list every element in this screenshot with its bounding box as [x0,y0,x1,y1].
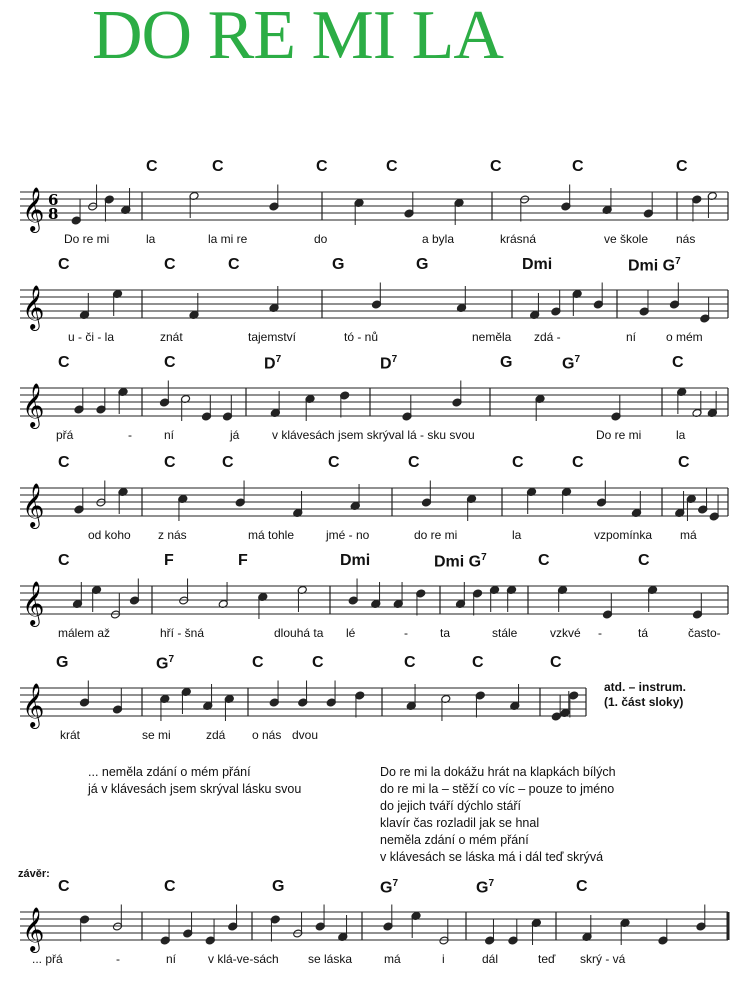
treble-clef-icon: 𝄞 [22,907,45,951]
chord-symbol: C [164,454,176,471]
lyric-syllable: má [384,952,401,966]
lyric-syllable: do [314,232,328,246]
chord-symbol: C [408,454,420,471]
staff [16,258,732,338]
lyric-syllable: krát [60,728,81,742]
lyric-syllable: Do re mi [64,232,110,246]
staff [16,880,732,960]
chord-symbol: C [164,256,176,273]
chord-symbol: C [316,158,328,175]
verse-right [380,764,616,866]
treble-clef-icon: 𝄞 [22,383,45,427]
lyric-syllable: dlouhá ta [274,626,324,640]
lyric-syllable: dál [482,952,499,966]
chord-symbol: C [252,654,264,671]
lyric-syllable: ní [164,428,175,442]
chord-symbol: C [146,158,158,175]
chord-symbol: C [576,878,588,895]
instrumental-note-line1: atd. – instrum. [604,680,687,694]
lyric-syllable: z nás [158,528,187,542]
lyric-syllable: v klá-ve-sách [208,952,279,966]
chord-symbol: C [678,454,690,471]
lyric-syllable: u - či - la [68,330,115,344]
chord-symbol: C [58,256,70,273]
lyric-syllable: vzkvé [550,626,581,640]
chord-symbol: C [404,654,416,671]
lyric-syllable: má [680,528,697,542]
lyric-syllable: málem až [58,626,111,640]
chord-symbol: F [164,552,174,569]
chord-symbol: G [416,256,429,273]
chord-symbol: C [312,654,324,671]
lyric-syllable: o nás [252,728,282,742]
time-signature-bottom: 8 [48,205,59,223]
chord-symbol: $G^7$ [156,654,175,673]
chord-symbol: C [212,158,224,175]
verse-line: klavír čas rozladil jak se hnal [380,816,540,830]
lyric-syllable: zdá [206,728,226,742]
chord-symbol: C [222,454,234,471]
chord-symbol: $G^7$ [380,878,399,897]
chord-symbol: C [538,552,550,569]
instrumental-note [604,680,686,710]
chord-symbol: G [500,354,513,371]
verse-line: Do re mi la dokážu hrát na klapkách bílých [380,765,616,779]
treble-clef-icon: 𝄞 [22,285,45,329]
lyric-syllable: ní [166,952,177,966]
verse-line: v klávesách se láska má i dál teď skrývá [380,850,604,864]
lyric-syllable: o mém [666,330,703,344]
lyric-syllable: tajemství [248,330,297,344]
verse-line: do jejich tváří dýchlo stáří [380,799,522,813]
chord-symbol: C [58,354,70,371]
chord-symbol: C [490,158,502,175]
lyric-syllable: la [676,428,686,442]
lyric-syllable: - [598,626,602,640]
chord-symbol: C [512,454,524,471]
staff [16,456,732,536]
chord-symbol: C [572,454,584,471]
chord-symbol: C [550,654,562,671]
lyric-syllable: neměla [472,330,512,344]
instrumental-note-line2: (1. část sloky) [604,695,684,709]
lyric-syllable: - [128,428,132,442]
lyric-syllable: lé [346,626,356,640]
lyric-syllable: já [230,428,240,442]
staff [16,356,732,436]
chord-symbol: C [58,552,70,569]
lyric-syllable: tó - nů [344,330,379,344]
treble-clef-icon: 𝄞 [22,581,45,625]
lyric-syllable: ní [626,330,637,344]
verse-line: neměla zdání o mém přání [380,833,529,847]
chord-symbol: C [228,256,240,273]
chord-symbol: $D^7$ [264,354,282,373]
chord-symbol: Dmi $G^7$ [628,256,681,275]
lyric-syllable: krásná [500,232,537,246]
staff [16,656,590,736]
verse-line: já v klávesách jsem skrýval lásku svou [88,782,302,796]
lyric-syllable: teď [538,952,556,966]
lyric-syllable: la mi re [208,232,248,246]
treble-clef-icon: 𝄞 [22,483,45,527]
lyric-syllable: la [146,232,156,246]
chord-symbol: C [328,454,340,471]
time-signature-top: 6 [48,191,59,209]
chord-symbol: C [386,158,398,175]
verse-left [88,764,301,798]
lyric-syllable: přá [56,428,74,442]
lyric-syllable: v klávesách jsem skrýval lá - sku svou [272,428,475,442]
chord-symbol: C [676,158,688,175]
lyric-syllable: vzpomínka [594,528,653,542]
lyric-syllable: la [512,528,522,542]
chord-symbol: Dmi [522,256,553,273]
music-system [16,656,586,776]
chord-symbol: C [164,354,176,371]
lyric-syllable: ta [440,626,451,640]
coda-label: závěr: [18,868,50,880]
chord-symbol: C [58,454,70,471]
lyric-syllable: má tohle [248,528,295,542]
staff [16,554,732,634]
lyric-syllable: hří - šná [160,626,205,640]
lyric-syllable: znát [160,330,183,344]
chord-symbol: G [332,256,345,273]
lyric-syllable: stále [492,626,518,640]
lyric-syllable: se mi [142,728,171,742]
lyric-syllable: - [404,626,408,640]
lyric-syllable: tá [638,626,649,640]
chord-symbol: Dmi [340,552,371,569]
lyric-syllable: - [116,952,120,966]
chord-symbol: C [638,552,650,569]
chord-symbol: $G^7$ [476,878,495,897]
music-system [16,880,728,1000]
lyric-syllable: skrý - vá [580,952,626,966]
lyric-syllable: i [442,952,445,966]
chord-symbol: $D^7$ [380,354,398,373]
chord-symbol: $G^7$ [562,354,581,373]
chord-symbol: C [572,158,584,175]
lyric-syllable: a byla [422,232,455,246]
treble-clef-icon: 𝄞 [22,187,45,231]
chord-symbol: G [56,654,69,671]
song-title: DO RE MI LA [92,0,503,74]
chord-symbol: G [272,878,285,895]
chord-symbol: C [672,354,684,371]
chord-symbol: C [58,878,70,895]
lyric-syllable: od koho [88,528,131,542]
lyric-syllable: jmé - no [326,528,370,542]
lyric-syllable: často- [688,626,721,640]
verse-line: ... neměla zdání o mém přání [88,765,251,779]
staff [16,160,732,240]
treble-clef-icon: 𝄞 [22,683,45,727]
lyric-syllable: nás [676,232,696,246]
lyric-syllable: se láska [308,952,353,966]
lyric-syllable: zdá - [534,330,561,344]
verse-line: do re mi la – stěží co víc – pouze to jméno [380,782,615,796]
lyric-syllable: ve škole [604,232,649,246]
lyric-syllable: Do re mi [596,428,642,442]
lyric-syllable: ... přá [32,952,63,966]
lyric-syllable: do re mi [414,528,458,542]
lyric-syllable: dvou [292,728,319,742]
chord-symbol: C [472,654,484,671]
chord-symbol: Dmi $G^7$ [434,552,487,571]
chord-symbol: C [164,878,176,895]
chord-symbol: F [238,552,248,569]
